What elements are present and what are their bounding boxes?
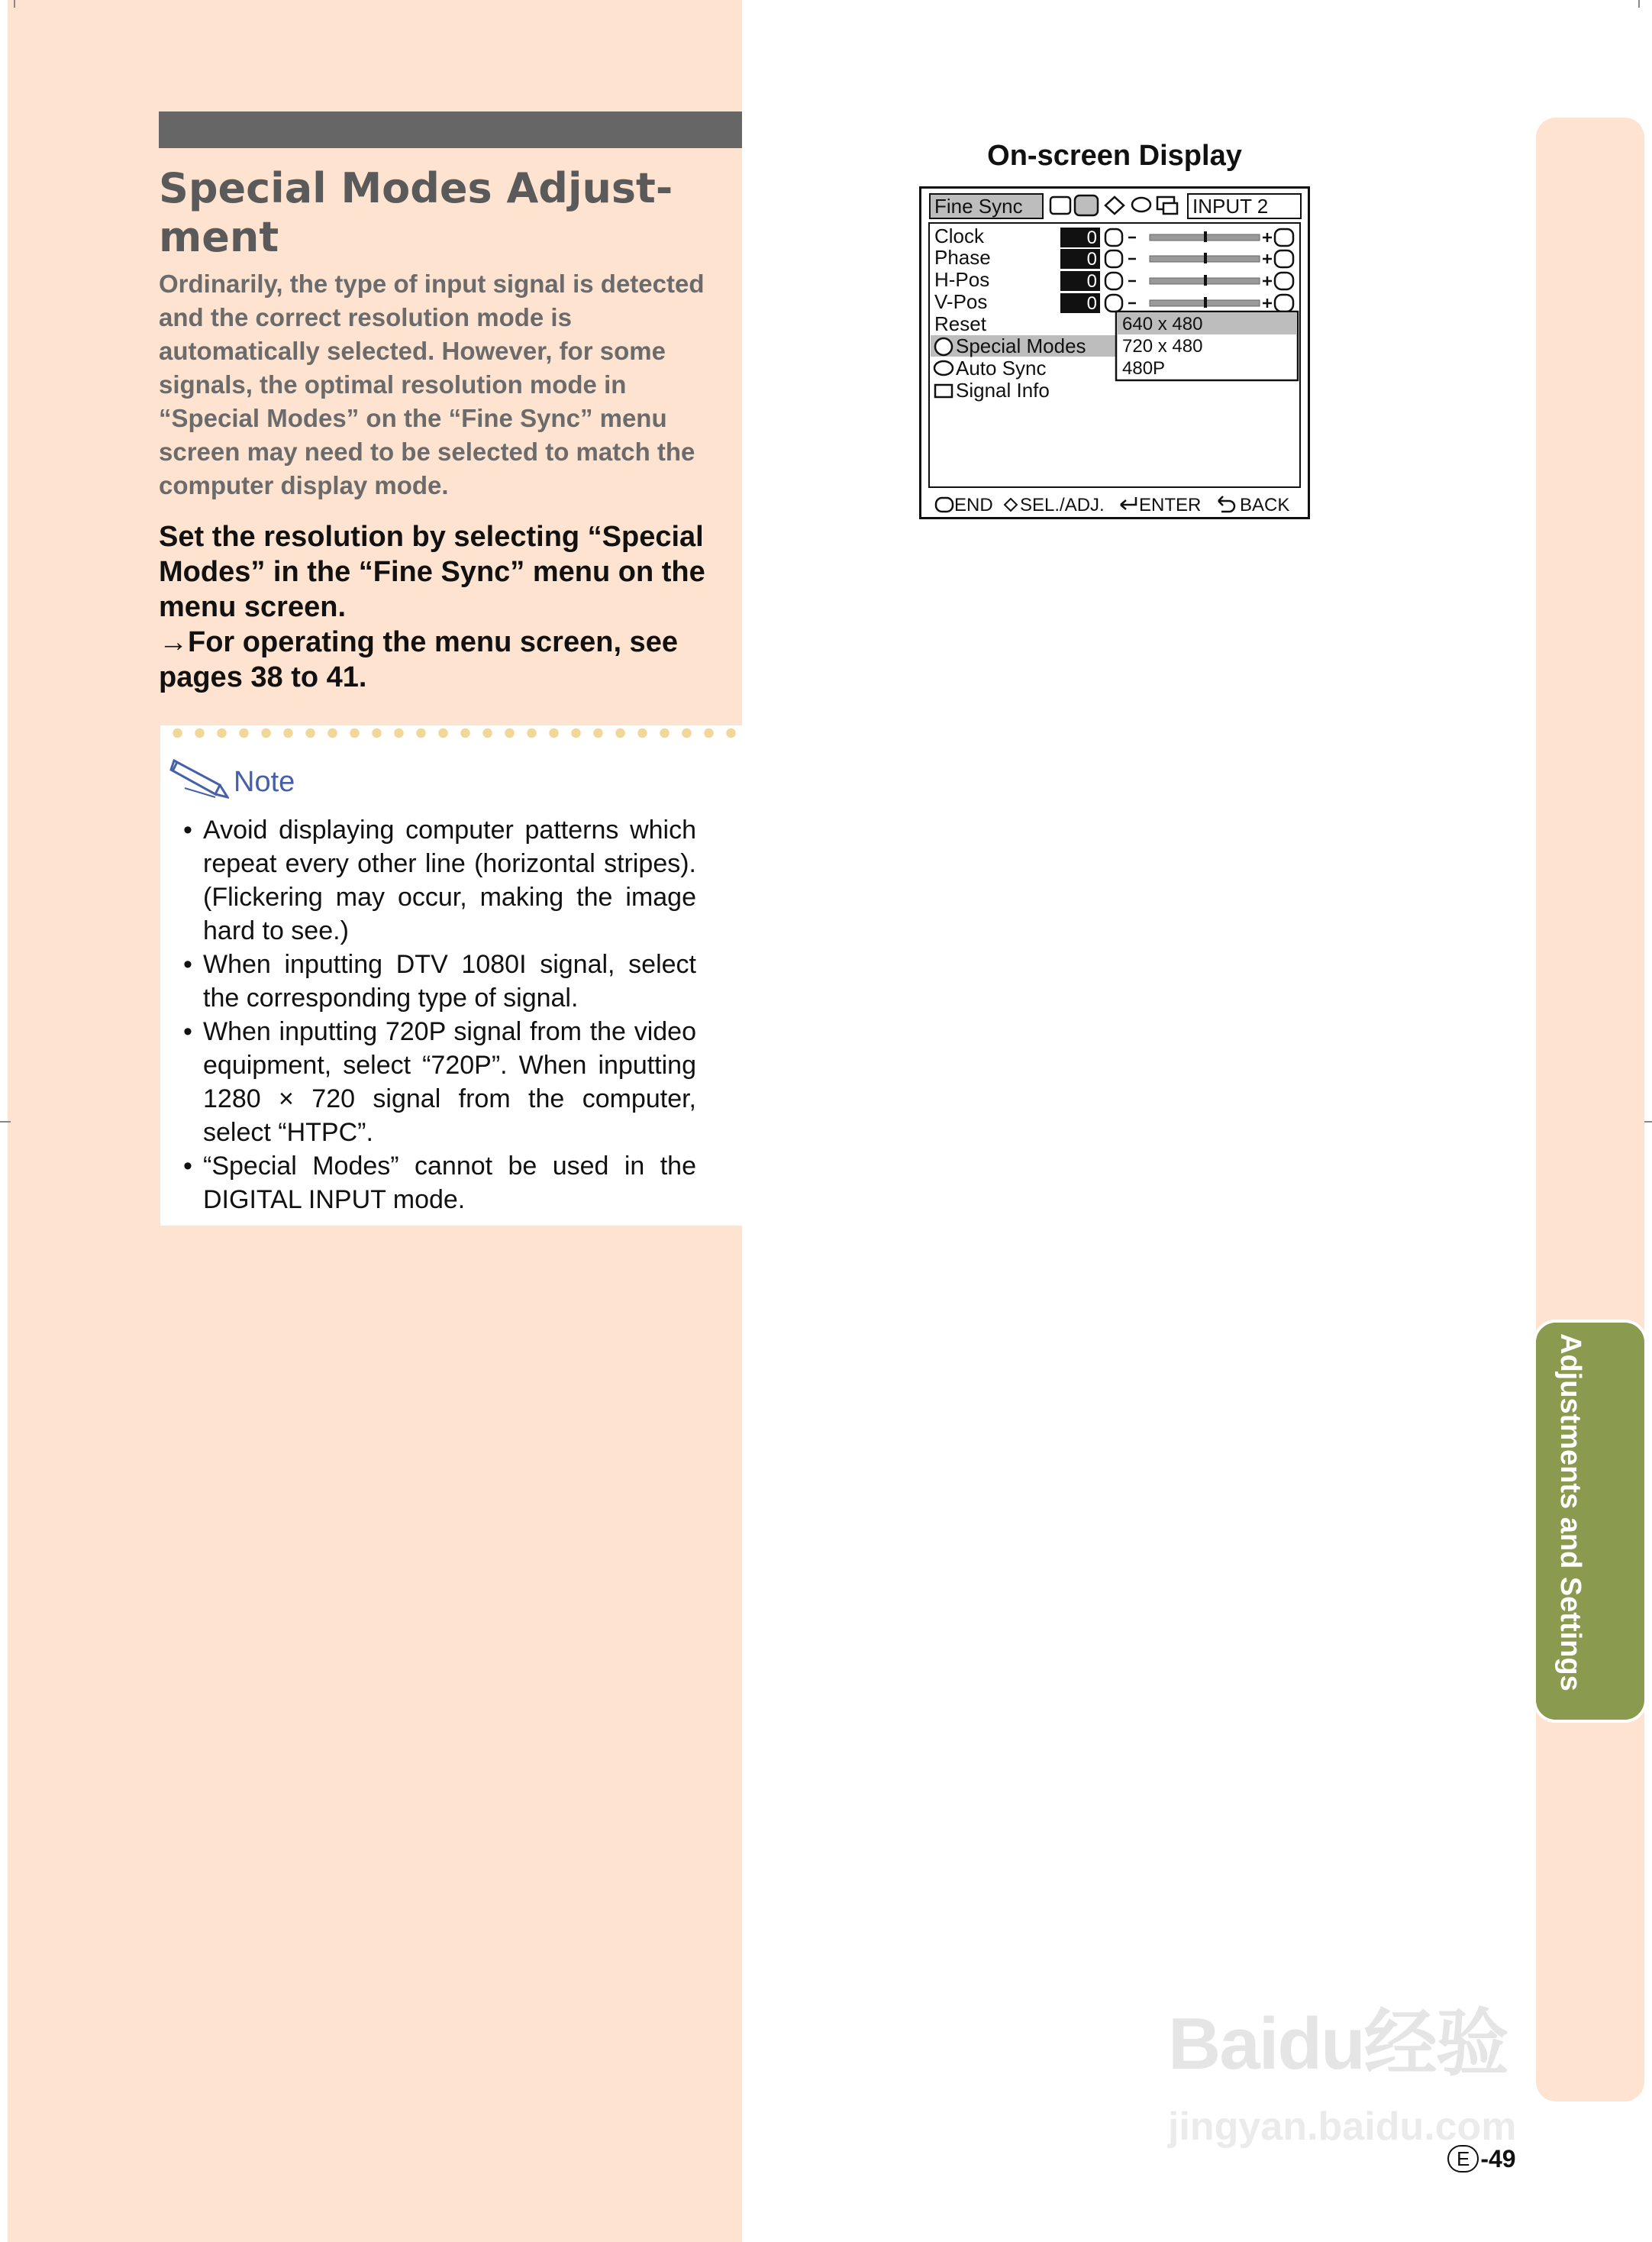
osd-caption: On-screen Display	[987, 140, 1242, 172]
note-list	[183, 813, 696, 1216]
section-header-bar	[159, 111, 742, 148]
osd-footer-back: BACK	[1240, 495, 1290, 515]
side-tab-background	[1536, 118, 1644, 2101]
note-item: • When inputting 720P signal from the video equipment, select “720P”. When inputting 1280 × 720 signal from the computer, select “HTPC”.	[183, 1015, 696, 1149]
osd-row-value: 0	[1086, 293, 1097, 314]
page-number-value: -49	[1480, 2144, 1516, 2173]
osd-row-label: Phase	[934, 246, 991, 269]
note-label: Note	[234, 766, 295, 798]
signal-info-icon	[935, 385, 952, 397]
osd-row-label: H-Pos	[934, 268, 990, 291]
osd-menu-title: Fine Sync	[934, 195, 1023, 218]
watermark-url: jingyan.baidu.com	[1168, 2105, 1517, 2149]
osd-footer-sel: SEL./ADJ.	[1020, 495, 1105, 515]
note-item: • Avoid displaying computer patterns which repeat every other line (horizontal stripes). (Flickering may occur, making the image hard to see.)	[183, 813, 696, 948]
osd-auto-sync: Auto Sync	[956, 357, 1047, 380]
side-tab-section	[1533, 1320, 1647, 1723]
dotted-divider	[166, 727, 742, 739]
side-tab-label: Adjustments and Settings	[1554, 1333, 1586, 1691]
crop-mark	[14, 0, 15, 8]
osd-reset: Reset	[934, 312, 986, 335]
instruction-block	[159, 519, 731, 695]
osd-footer-enter: ENTER	[1139, 495, 1202, 515]
osd-footer-end: END	[954, 495, 993, 515]
osd-screen	[919, 186, 1310, 519]
osd-special-modes: Special Modes	[956, 334, 1086, 357]
osd-dropdown-option: 480P	[1122, 358, 1166, 379]
osd-row-value: 0	[1086, 228, 1097, 248]
page-number-e: E	[1447, 2145, 1479, 2173]
page-number	[1447, 2144, 1516, 2173]
title-line-1: Special Modes Adjust-	[159, 164, 673, 212]
osd-dropdown-option: 720 x 480	[1122, 336, 1203, 357]
osd-row-value: 0	[1086, 249, 1097, 270]
auto-sync-icon	[934, 361, 953, 375]
pencil-note-icon	[169, 754, 229, 800]
watermark-logo: Baidu经验	[1168, 2003, 1508, 2085]
osd-row-value: 0	[1086, 271, 1097, 292]
note-item: • When inputting DTV 1080I signal, select the corresponding type of signal.	[183, 948, 696, 1015]
osd-signal-info: Signal Info	[956, 379, 1050, 402]
crop-mark	[1638, 0, 1640, 8]
osd-input-label: INPUT 2	[1192, 195, 1269, 218]
instruction-text: Set the resolution by selecting “Special Modes” in the “Fine Sync” menu on the menu screen.	[159, 521, 705, 623]
reference-text: →For operating the menu screen, see pages 38 to 41.	[159, 626, 678, 693]
note-item: • “Special Modes” cannot be used in the DIGITAL INPUT mode.	[183, 1149, 696, 1216]
title-line-2: ment	[159, 213, 279, 261]
special-modes-icon	[935, 338, 952, 355]
page-title	[159, 164, 724, 262]
osd-row-label: Clock	[934, 225, 985, 247]
osd-row-label: V-Pos	[934, 290, 988, 313]
crop-mark	[0, 1121, 11, 1123]
osd-dropdown-option: 640 x 480	[1122, 314, 1203, 334]
intro-paragraph: Ordinarily, the type of input signal is detected and the correct resolution mode is automatically selected. However, for some signals, the optimal resolution mode in “Special Modes” on the “Fine Sync” menu screen may need to be selected to match the computer display mode.	[159, 270, 705, 499]
